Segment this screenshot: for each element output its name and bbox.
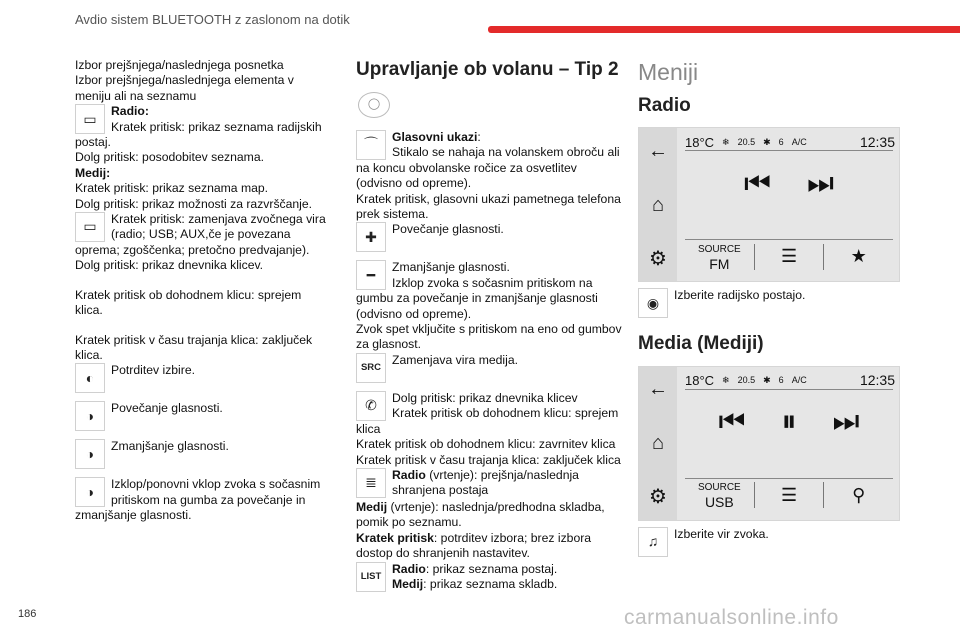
text-line: Dolg pritisk: posodobitev seznama.: [75, 150, 265, 165]
wheel-medij-label: Medij: [356, 499, 388, 514]
text-line: : prikaz seznama skladb.: [423, 576, 558, 591]
list-medij-label: Medij: [392, 576, 424, 591]
source-value: FM: [709, 255, 730, 272]
radio-heading: Radio: [638, 95, 691, 116]
search-icon: ⚲: [852, 484, 866, 505]
text-line: Potrditev izbire.: [111, 363, 195, 378]
list-icon: LIST: [356, 562, 386, 592]
steering-confirm-icon: ◐: [75, 363, 105, 393]
settings-radio-icon[interactable]: ⚙: [649, 247, 667, 270]
settings-media-icon[interactable]: ⚙: [649, 486, 667, 509]
text-line: Zamenjava vira medija.: [392, 352, 518, 367]
source-button[interactable]: [685, 244, 755, 270]
home-icon[interactable]: ⌂: [651, 432, 665, 455]
section-heading: Upravljanje ob volanu – Tip 2: [356, 59, 619, 80]
media-heading: Media (Mediji): [638, 333, 764, 355]
control-row-mute: [75, 477, 330, 523]
text-line: Dolg pritisk: prikaz dnevnika klicev: [392, 390, 578, 405]
text-line: Kratek pritisk ob dohodnem klicu: sprejem klica: [356, 406, 619, 436]
favorite-radio-icon: ★: [850, 246, 867, 267]
next-track-icon[interactable]: ⏭: [832, 405, 860, 439]
back-arrow-icon[interactable]: ←: [648, 139, 668, 162]
next-track-icon[interactable]: ⏭: [807, 166, 834, 200]
back-arrow-icon[interactable]: ←: [648, 378, 668, 401]
voice-label: Glasovni ukazi: [392, 130, 478, 144]
control-row-seek: [75, 104, 330, 150]
text-line: Kratek pritisk ob dohodnem klicu: sprejem klica.: [75, 287, 302, 318]
radio-label: Radio:: [111, 104, 149, 119]
wheel-radio-label: Radio: [392, 467, 426, 482]
control-row-voice: ⌒ Glasovni ukazi: Stikalo se nahaja na volanskem obroču ali na koncu obvolanske ročice za osvetlitev (odvisno od opreme).: [356, 130, 624, 192]
ac-label: A/C: [791, 136, 807, 147]
control-row-confirm: [75, 363, 330, 395]
steering-seek-icon: ▭: [75, 104, 105, 134]
thumbwheel-icon: ≣: [356, 468, 386, 498]
text-line: Izbor prejšnjega/naslednjega elementa v meniju ali na seznamu: [75, 73, 294, 103]
text-line: (vrtenje): naslednja/predhodna skladba, pomik po seznamu.: [356, 499, 605, 530]
radio-caption-row: [638, 288, 903, 320]
text-line: Izbor prejšnjega/naslednjega posnetka: [75, 58, 284, 72]
text-line: Povečanje glasnosti.: [392, 222, 504, 237]
wheel-press-label: Kratek pritisk: [356, 530, 434, 545]
source-value: USB: [704, 494, 734, 511]
text-line: Kratek pritisk v času trajanja klica: zaključek klica: [356, 452, 621, 467]
text-line: Kratek pritisk: prikaz seznama radijskih postaj.: [75, 119, 322, 150]
pause-icon[interactable]: ⏸: [781, 405, 797, 439]
text-line: Zvok spet vključite s pritiskom na eno od gumbov za glasnost.: [356, 322, 622, 352]
fan-icon: ✱: [763, 375, 771, 386]
text-line: Kratek pritisk, glasovni ukazi pametnega telefona prek sistema.: [356, 191, 621, 222]
text-line: Izklop zvoka s sočasnim pritiskom na gumbu za povečanje in zmanjšanje glasnosti (odvisno od opreme).: [356, 275, 598, 321]
text-line: Dolg pritisk: prikaz dnevnika klicev.: [75, 258, 264, 273]
control-row-src: [356, 353, 624, 385]
control-row-list: [356, 562, 624, 594]
menus-heading: Meniji: [638, 59, 699, 85]
fan-speed: 6: [778, 375, 784, 386]
steering-source-icon: ▭: [75, 212, 105, 242]
text-line: Kratek pritisk v času trajanja klica: zaključek klica.: [75, 332, 313, 362]
temperature: 18°C: [685, 134, 715, 150]
text-line: Stikalo se nahaja na volanskem obroču ali na koncu obvolanske ročice za osvetlitev (odvisno od opreme).: [356, 145, 620, 191]
list-radio-label: Radio: [392, 561, 426, 576]
text-line: (vrtenje): prejšnja/naslednja shranjena postaja: [392, 467, 579, 498]
voice-command-icon: ⌒: [356, 130, 386, 160]
search-button[interactable]: [824, 482, 893, 508]
temp-setting: 20.5: [737, 375, 756, 386]
music-note-icon: ♫: [638, 527, 668, 557]
clock: 12:35: [859, 133, 895, 150]
media-caption-row: [638, 527, 903, 559]
src-icon: SRC: [356, 353, 386, 383]
text-line: Kratek pritisk: prikaz seznama map.: [75, 181, 269, 196]
radio-screen-illustration: [638, 127, 900, 282]
temp-setting: 20.5: [737, 136, 756, 147]
home-icon[interactable]: ⌂: [651, 193, 665, 216]
column-right: [638, 58, 903, 559]
radio-wave-icon: ◉: [638, 288, 668, 318]
list-lines-icon: ☰: [780, 246, 798, 267]
steering-wheel-icon: ◯: [358, 92, 390, 118]
control-row-phone: [356, 391, 624, 437]
column-left: [75, 58, 330, 524]
source-label: SOURCE: [697, 243, 741, 255]
control-row-wheel: [356, 468, 624, 500]
steering-mute-icon: ◑: [75, 477, 105, 507]
previous-track-icon[interactable]: ⏮: [718, 405, 746, 439]
defrost-icon: ❄: [722, 375, 730, 386]
text-line: Zmanjšanje glasnosti.: [392, 260, 510, 275]
list-lines-icon: ☰: [780, 484, 798, 505]
fan-speed: 6: [778, 136, 784, 147]
header-accent-bar: [488, 26, 960, 33]
control-row-plus: [356, 222, 624, 254]
text-line: Kratek pritisk ob dohodnem klicu: zavrnitev klica: [356, 437, 616, 452]
text-line: : prikaz seznama postaj.: [425, 561, 558, 576]
defrost-icon: ❄: [722, 136, 730, 147]
watermark: carmanualsonline.info: [624, 606, 839, 629]
previous-track-icon[interactable]: ⏮: [744, 166, 771, 200]
media-caption: Izberite vir zvoka.: [674, 526, 769, 541]
steering-volume-up-icon: ◑: [75, 401, 105, 431]
text-line: Dolg pritisk: prikaz možnosti za razvrščanje.: [75, 196, 313, 211]
fan-icon: ✱: [763, 136, 771, 147]
clock: 12:35: [859, 372, 895, 389]
ac-label: A/C: [791, 375, 807, 386]
source-label: SOURCE: [697, 481, 741, 493]
control-row-minus: [356, 260, 624, 322]
status-bar: [685, 373, 895, 389]
steering-volume-down-icon: ◑: [75, 439, 105, 469]
radio-caption: Izberite radijsko postajo.: [674, 288, 806, 303]
control-row-source: [75, 212, 330, 258]
list-button[interactable]: [755, 244, 825, 270]
text-line: Povečanje glasnosti.: [111, 401, 223, 416]
source-button[interactable]: [685, 481, 755, 511]
minus-icon: ━: [356, 260, 386, 290]
favorites-button[interactable]: [824, 244, 893, 270]
control-row-vol-up: [75, 401, 330, 433]
plus-icon: ✚: [356, 222, 386, 252]
media-screen-illustration: [638, 366, 900, 521]
text-line: Izklop/ponovni vklop zvoka s sočasnim pritiskom na gumba za povečanje in zmanjšanje glasnosti.: [75, 477, 321, 523]
text-line: Zmanjšanje glasnosti.: [111, 439, 229, 454]
temperature: 18°C: [685, 373, 715, 389]
control-row-vol-down: [75, 439, 330, 471]
text-line: Kratek pritisk: zamenjava zvočnega vira (radio; USB; AUX,če je povezana oprema; zgoščenka; pretočno predvajanje).: [75, 212, 326, 257]
phone-icon: ✆: [356, 391, 386, 421]
status-bar: [685, 134, 895, 150]
page-number: 186: [18, 608, 37, 620]
list-button[interactable]: [755, 482, 825, 508]
page-header-title: Avdio sistem BLUETOOTH z zaslonom na dotik: [75, 12, 350, 27]
text-line: : potrditev izbora; brez izbora dostop do shranjenih nastavitev.: [356, 530, 592, 561]
column-middle: [356, 58, 624, 594]
medij-label: Medij:: [75, 165, 111, 180]
